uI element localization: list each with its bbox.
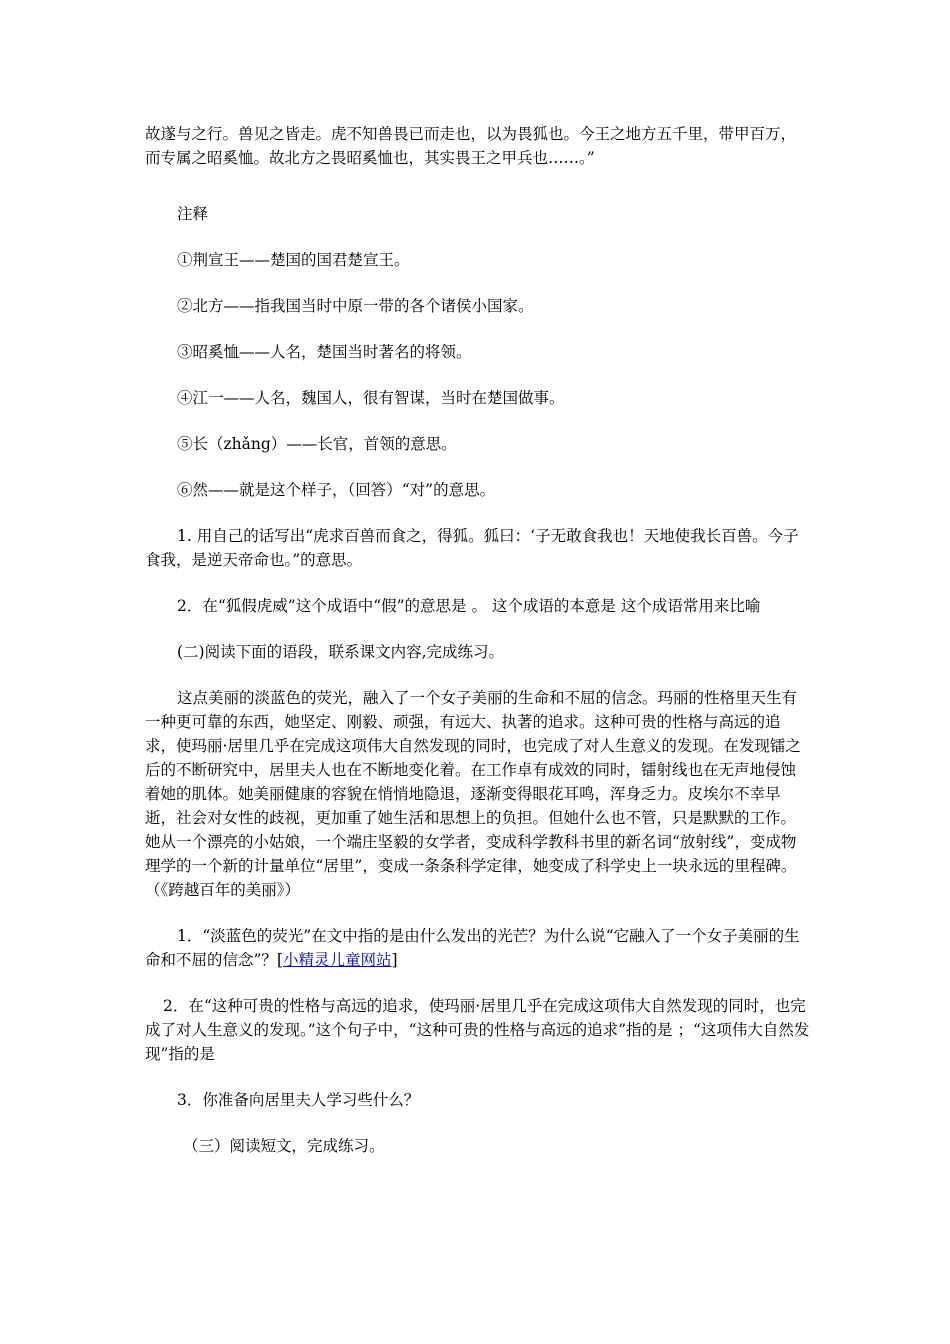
- section-3-heading: （三）阅读短文，完成练习。: [183, 1137, 385, 1155]
- sub-question-3: 3．你准备向居里夫人学习些什么？: [177, 1091, 420, 1109]
- sub-question-1: [145, 924, 810, 972]
- notes-heading: 注释: [177, 205, 209, 223]
- sub-question-1-body: 1．“淡蓝色的荧光”在文中指的是由什么发出的光芒？为什么说“它融入了一个女子美丽的生命和不屈的信念”？: [145, 927, 800, 969]
- note-5: ⑤长（zhǎng）——长官，首领的意思。: [177, 435, 457, 453]
- note-4: ④江一——人名，魏国人，很有智谋，当时在楚国做事。: [177, 389, 565, 407]
- passage: 这点美丽的淡蓝色的荧光，融入了一个女子美丽的生命和不屈的信念。玛丽的性格里天生有一种更可靠的东西，她坚定、刚毅、顽强，有远大、执著的追求。这种可贵的性格与高远的追求，使玛丽·居里几乎在完成这项伟大自然发现的同时，也完成了对人生意义的发现。在发现镭之后的不断研究中，居里夫人也在不断地变化着。在工作卓有成效的同时，镭射线也在无声地侵蚀着她的肌体。她美丽健康的容貌在悄悄地隐退，逐渐变得眼花耳鸣，浑身乏力。皮埃尔不幸早逝，社会对女性的歧视，更加重了她生活和思想上的负担。但她什么也不管，只是默默的工作。她从一个漂亮的小姑娘，一个端庄坚毅的女学者，变成科学教科书里的新名词“放射线”，变成物理学的一个新的计量单位“居里”，变成一条条科学定律，她变成了科学史上一块永远的里程碑。（《跨越百年的美丽》）: [145, 689, 801, 899]
- site-link[interactable]: 小精灵儿童网站: [283, 951, 392, 969]
- link-bracket-close: ]: [391, 951, 398, 969]
- question-2: 2．在“狐假虎威”这个成语中“假”的意思是 。 这个成语的本意是 这个成语常用来比喻: [177, 597, 761, 615]
- note-6: ⑥然——就是这个样子，（回答）“对”的意思。: [177, 481, 496, 499]
- note-3: ③昭奚恤——人名，楚国当时著名的将领。: [177, 343, 472, 361]
- paragraph-story-end: 故遂与之行。兽见之皆走。虎不知兽畏已而走也，以为畏狐也。今王之地方五千里，带甲百万，而专属之昭奚恤。故北方之畏昭奚恤也，其实畏王之甲兵也……。”: [145, 125, 797, 167]
- question-1: 1. 用自己的话写出“虎求百兽而食之，得狐。狐曰：‘子无敢食我也！天地使我长百兽。今子食我，是逆天帝命也。”的意思。: [145, 527, 799, 569]
- document-page: [145, 122, 810, 1158]
- note-1: ①荆宣王——楚国的国君楚宣王。: [177, 251, 410, 269]
- section-2-heading: (二)阅读下面的语段，联系课文内容,完成练习。: [177, 643, 505, 661]
- note-2: ②北方——指我国当时中原一带的各个诸侯小国家。: [177, 297, 534, 315]
- link-bracket-open: [: [276, 951, 283, 969]
- sub-question-2: 2．在“这种可贵的性格与高远的追求，使玛丽·居里几乎在完成这项伟大自然发现的同时，也完成了对人生意义的发现。”这个句子中，“这种可贵的性格与高远的追求”指的是 ；“这项伟大自然发现”指的是: [145, 997, 810, 1063]
